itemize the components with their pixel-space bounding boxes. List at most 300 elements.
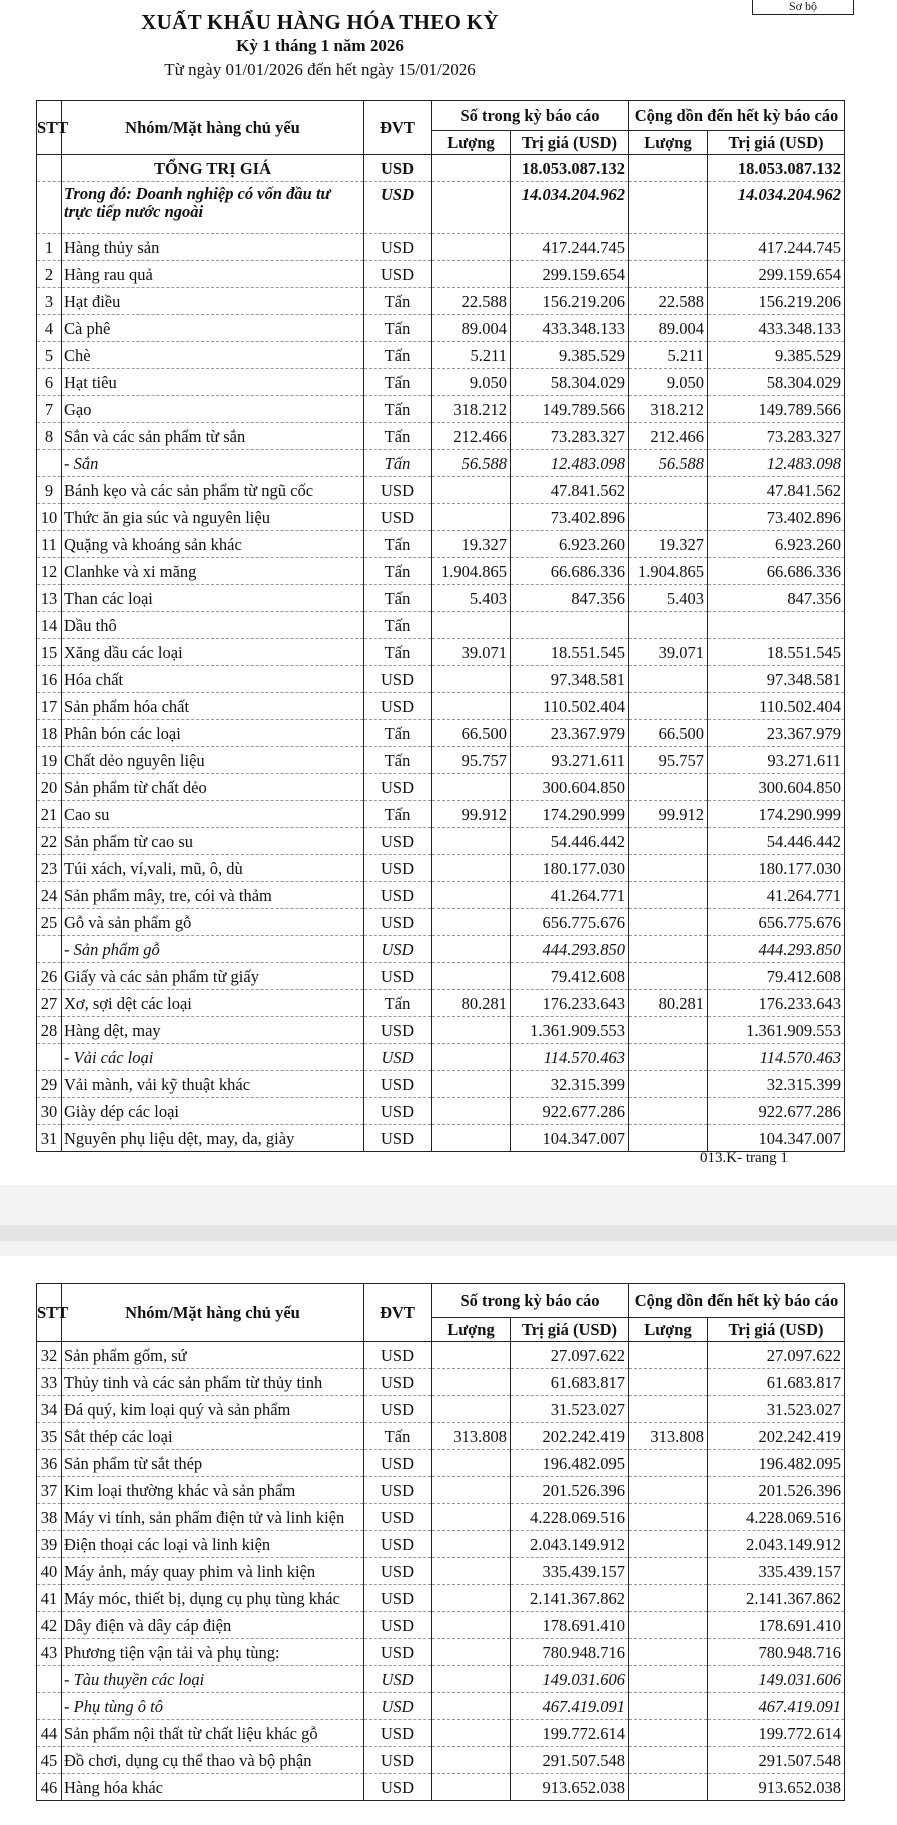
row-unit: USD	[364, 1342, 432, 1369]
row-quantity	[432, 1125, 511, 1152]
row-value-usd: 27.097.622	[511, 1342, 629, 1369]
row-cumulative-value-usd: 73.402.896	[708, 504, 845, 531]
row-item-name: Túi xách, ví,vali, mũ, ô, dù	[62, 855, 364, 882]
row-quantity	[432, 774, 511, 801]
table-row	[37, 693, 845, 720]
row-unit: USD	[364, 1774, 432, 1801]
row-unit: USD	[364, 1747, 432, 1774]
row-value-usd: 79.412.608	[511, 963, 629, 990]
row-value-usd: 23.367.979	[511, 720, 629, 747]
row-item-name: Sản phẩm hóa chất	[62, 693, 364, 720]
table-header	[37, 101, 845, 155]
table-body	[37, 1342, 845, 1801]
row-cumulative-quantity	[629, 504, 708, 531]
row-cumulative-value-usd: 2.141.367.862	[708, 1585, 845, 1612]
row-value-usd: 300.604.850	[511, 774, 629, 801]
row-item-name: Hàng rau quả	[62, 261, 364, 288]
table-row	[37, 315, 845, 342]
row-value-usd: 199.772.614	[511, 1720, 629, 1747]
row-value-usd: 73.402.896	[511, 504, 629, 531]
table-row	[37, 1098, 845, 1125]
row-cumulative-value-usd: 176.233.643	[708, 990, 845, 1017]
row-cumulative-value-usd: 14.034.204.962	[708, 182, 845, 234]
row-cumulative-value-usd: 656.775.676	[708, 909, 845, 936]
table-row	[37, 1558, 845, 1585]
row-value-usd: 18.053.087.132	[511, 155, 629, 182]
row-quantity	[432, 882, 511, 909]
row-value-usd: 12.483.098	[511, 450, 629, 477]
row-value-usd: 18.551.545	[511, 639, 629, 666]
row-cumulative-value-usd: 97.348.581	[708, 666, 845, 693]
row-item-name: Sản phẩm từ chất dẻo	[62, 774, 364, 801]
row-item-name: Hàng hóa khác	[62, 1774, 364, 1801]
row-quantity	[432, 1044, 511, 1071]
export-table-page-2	[36, 1283, 845, 1801]
row-stt: 32	[37, 1342, 62, 1369]
row-item-name: Hàng dệt, may	[62, 1017, 364, 1044]
row-unit: USD	[364, 1531, 432, 1558]
row-cumulative-value-usd: 61.683.817	[708, 1369, 845, 1396]
row-cumulative-value-usd: 1.361.909.553	[708, 1017, 845, 1044]
row-item-name: Phân bón các loại	[62, 720, 364, 747]
row-cumulative-quantity	[629, 1531, 708, 1558]
row-item-name: Máy vi tính, sản phẩm điện tử và linh kiện	[62, 1504, 364, 1531]
row-unit: USD	[364, 182, 432, 234]
row-stt: 37	[37, 1477, 62, 1504]
table-row	[37, 234, 845, 261]
row-cumulative-quantity	[629, 612, 708, 639]
row-stt	[37, 182, 62, 234]
row-item-name: - Tàu thuyền các loại	[62, 1666, 364, 1693]
report-date-range: Từ ngày 01/01/2026 đến hết ngày 15/01/2026	[164, 60, 476, 79]
row-cumulative-value-usd: 467.419.091	[708, 1693, 845, 1720]
row-cumulative-quantity: 9.050	[629, 369, 708, 396]
row-stt: 4	[37, 315, 62, 342]
row-stt: 3	[37, 288, 62, 315]
row-unit: Tấn	[364, 369, 432, 396]
row-cumulative-quantity	[629, 882, 708, 909]
row-quantity	[432, 855, 511, 882]
row-unit: USD	[364, 963, 432, 990]
header-cum-value: Trị giá (USD)	[708, 1318, 845, 1342]
row-quantity	[432, 1747, 511, 1774]
row-value-usd: 444.293.850	[511, 936, 629, 963]
row-value-usd: 847.356	[511, 585, 629, 612]
row-unit: Tấn	[364, 396, 432, 423]
row-item-name: TỔNG TRỊ GIÁ	[62, 155, 364, 182]
table-row	[37, 1666, 845, 1693]
row-unit: Tấn	[364, 585, 432, 612]
row-unit: Tấn	[364, 1423, 432, 1450]
row-cumulative-quantity	[629, 1125, 708, 1152]
preliminary-stamp: Sơ bộ	[752, 0, 854, 15]
row-stt: 11	[37, 531, 62, 558]
row-cumulative-quantity: 22.588	[629, 288, 708, 315]
row-quantity	[432, 1342, 511, 1369]
row-item-name: Trong đó: Doanh nghiệp có vốn đầu tư trực tiếp nước ngoài	[62, 182, 364, 234]
row-cumulative-quantity	[629, 1342, 708, 1369]
row-stt: 5	[37, 342, 62, 369]
row-quantity	[432, 155, 511, 182]
row-cumulative-value-usd: 58.304.029	[708, 369, 845, 396]
header-stt: STT	[37, 101, 62, 155]
row-value-usd: 73.283.327	[511, 423, 629, 450]
row-quantity	[432, 1396, 511, 1423]
table-body	[37, 155, 845, 1152]
row-cumulative-quantity	[629, 1612, 708, 1639]
row-item-name: Sản phẩm gốm, sứ	[62, 1342, 364, 1369]
header-cum-qty: Lượng	[629, 1318, 708, 1342]
row-cumulative-quantity	[629, 828, 708, 855]
row-unit: Tấn	[364, 531, 432, 558]
row-value-usd: 922.677.286	[511, 1098, 629, 1125]
row-unit: Tấn	[364, 315, 432, 342]
page-separator-band	[0, 1225, 897, 1241]
row-quantity: 1.904.865	[432, 558, 511, 585]
row-cumulative-quantity	[629, 1504, 708, 1531]
row-stt: 44	[37, 1720, 62, 1747]
table-row	[37, 504, 845, 531]
row-cumulative-quantity: 318.212	[629, 396, 708, 423]
table-row	[37, 1369, 845, 1396]
row-cumulative-quantity	[629, 182, 708, 234]
row-cumulative-value-usd: 444.293.850	[708, 936, 845, 963]
table-row	[37, 558, 845, 585]
table-row	[37, 882, 845, 909]
table-row	[37, 747, 845, 774]
row-cumulative-quantity	[629, 1477, 708, 1504]
row-quantity	[432, 1693, 511, 1720]
row-item-name: Thủy tinh và các sản phẩm từ thủy tinh	[62, 1369, 364, 1396]
row-quantity: 19.327	[432, 531, 511, 558]
row-stt	[37, 450, 62, 477]
row-cumulative-quantity	[629, 693, 708, 720]
row-quantity	[432, 1017, 511, 1044]
row-quantity: 95.757	[432, 747, 511, 774]
row-item-name: - Sản phẩm gỗ	[62, 936, 364, 963]
row-stt	[37, 1693, 62, 1720]
row-quantity	[432, 234, 511, 261]
row-stt: 25	[37, 909, 62, 936]
row-cumulative-quantity	[629, 261, 708, 288]
table-row	[37, 477, 845, 504]
row-value-usd	[511, 612, 629, 639]
row-cumulative-quantity: 99.912	[629, 801, 708, 828]
row-unit: USD	[364, 1098, 432, 1125]
row-item-name: Sản phẩm nội thất từ chất liệu khác gỗ	[62, 1720, 364, 1747]
row-cumulative-value-usd: 66.686.336	[708, 558, 845, 585]
row-quantity	[432, 1585, 511, 1612]
row-value-usd: 1.361.909.553	[511, 1017, 629, 1044]
table-row	[37, 369, 845, 396]
table-row	[37, 182, 845, 234]
row-item-name: Điện thoại các loại và linh kiện	[62, 1531, 364, 1558]
row-item-name: Dây điện và dây cáp điện	[62, 1612, 364, 1639]
row-item-name: Gạo	[62, 396, 364, 423]
row-quantity: 9.050	[432, 369, 511, 396]
table-row	[37, 1504, 845, 1531]
row-value-usd: 176.233.643	[511, 990, 629, 1017]
table-row	[37, 1071, 845, 1098]
row-quantity	[432, 828, 511, 855]
row-unit: Tấn	[364, 639, 432, 666]
row-cumulative-value-usd: 114.570.463	[708, 1044, 845, 1071]
row-quantity	[432, 1774, 511, 1801]
row-value-usd: 93.271.611	[511, 747, 629, 774]
row-cumulative-quantity	[629, 963, 708, 990]
row-quantity	[432, 182, 511, 234]
row-cumulative-quantity	[629, 936, 708, 963]
row-item-name: Sản phẩm từ sắt thép	[62, 1450, 364, 1477]
row-cumulative-value-usd: 18.551.545	[708, 639, 845, 666]
row-cumulative-quantity	[629, 234, 708, 261]
row-quantity: 99.912	[432, 801, 511, 828]
row-cumulative-value-usd: 174.290.999	[708, 801, 845, 828]
row-cumulative-value-usd: 299.159.654	[708, 261, 845, 288]
row-cumulative-value-usd: 201.526.396	[708, 1477, 845, 1504]
row-quantity: 318.212	[432, 396, 511, 423]
row-cumulative-value-usd: 54.446.442	[708, 828, 845, 855]
row-quantity	[432, 1369, 511, 1396]
row-value-usd: 2.141.367.862	[511, 1585, 629, 1612]
row-cumulative-quantity	[629, 1396, 708, 1423]
row-cumulative-quantity	[629, 1693, 708, 1720]
row-unit: USD	[364, 1693, 432, 1720]
row-stt: 20	[37, 774, 62, 801]
header-period: Số trong kỳ báo cáo	[432, 1284, 629, 1318]
row-value-usd: 291.507.548	[511, 1747, 629, 1774]
row-unit: USD	[364, 1585, 432, 1612]
row-stt: 21	[37, 801, 62, 828]
row-value-usd: 2.043.149.912	[511, 1531, 629, 1558]
row-cumulative-quantity: 80.281	[629, 990, 708, 1017]
table-row	[37, 1017, 845, 1044]
row-stt: 16	[37, 666, 62, 693]
row-unit: USD	[364, 155, 432, 182]
table-row	[37, 1450, 845, 1477]
row-cumulative-value-usd: 23.367.979	[708, 720, 845, 747]
row-stt	[37, 1044, 62, 1071]
row-unit: USD	[364, 1666, 432, 1693]
row-value-usd: 201.526.396	[511, 1477, 629, 1504]
row-value-usd: 299.159.654	[511, 261, 629, 288]
row-stt: 43	[37, 1639, 62, 1666]
row-quantity	[432, 1531, 511, 1558]
row-item-name: Sắn và các sản phẩm từ sắn	[62, 423, 364, 450]
table-row	[37, 450, 845, 477]
row-quantity: 66.500	[432, 720, 511, 747]
row-stt: 19	[37, 747, 62, 774]
row-value-usd: 780.948.716	[511, 1639, 629, 1666]
row-cumulative-value-usd: 93.271.611	[708, 747, 845, 774]
row-item-name: Phương tiện vận tải và phụ tùng:	[62, 1639, 364, 1666]
row-stt: 29	[37, 1071, 62, 1098]
row-cumulative-quantity	[629, 1098, 708, 1125]
row-unit: Tấn	[364, 342, 432, 369]
table-row	[37, 936, 845, 963]
row-stt: 26	[37, 963, 62, 990]
row-unit: USD	[364, 1125, 432, 1152]
row-quantity: 89.004	[432, 315, 511, 342]
page-separator	[0, 1185, 897, 1256]
table-row	[37, 774, 845, 801]
row-cumulative-value-usd: 156.219.206	[708, 288, 845, 315]
row-unit: Tấn	[364, 558, 432, 585]
table-row	[37, 342, 845, 369]
header-cum-value: Trị giá (USD)	[708, 131, 845, 155]
row-cumulative-quantity	[629, 1071, 708, 1098]
row-unit: Tấn	[364, 801, 432, 828]
table-row	[37, 639, 845, 666]
row-value-usd: 9.385.529	[511, 342, 629, 369]
row-stt: 22	[37, 828, 62, 855]
row-item-name: Hạt điều	[62, 288, 364, 315]
row-value-usd: 14.034.204.962	[511, 182, 629, 234]
row-unit: Tấn	[364, 990, 432, 1017]
table-row	[37, 261, 845, 288]
row-value-usd: 61.683.817	[511, 1369, 629, 1396]
row-cumulative-quantity: 313.808	[629, 1423, 708, 1450]
row-quantity	[432, 1612, 511, 1639]
row-stt: 12	[37, 558, 62, 585]
row-cumulative-value-usd: 847.356	[708, 585, 845, 612]
row-cumulative-quantity	[629, 1747, 708, 1774]
row-stt: 27	[37, 990, 62, 1017]
row-quantity	[432, 963, 511, 990]
row-stt: 2	[37, 261, 62, 288]
row-cumulative-value-usd: 79.412.608	[708, 963, 845, 990]
row-cumulative-quantity: 39.071	[629, 639, 708, 666]
row-quantity	[432, 1071, 511, 1098]
row-cumulative-quantity	[629, 1639, 708, 1666]
row-item-name: Cao su	[62, 801, 364, 828]
row-value-usd: 656.775.676	[511, 909, 629, 936]
row-cumulative-value-usd: 110.502.404	[708, 693, 845, 720]
table-row	[37, 1396, 845, 1423]
row-cumulative-value-usd: 291.507.548	[708, 1747, 845, 1774]
row-cumulative-value-usd: 47.841.562	[708, 477, 845, 504]
row-cumulative-value-usd: 180.177.030	[708, 855, 845, 882]
row-item-name: Giày dép các loại	[62, 1098, 364, 1125]
row-item-name: Than các loại	[62, 585, 364, 612]
row-item-name: Hóa chất	[62, 666, 364, 693]
row-unit: USD	[364, 1558, 432, 1585]
table-row	[37, 963, 845, 990]
row-value-usd: 174.290.999	[511, 801, 629, 828]
row-cumulative-quantity: 95.757	[629, 747, 708, 774]
row-stt	[37, 936, 62, 963]
row-unit: USD	[364, 693, 432, 720]
row-cumulative-value-usd: 149.789.566	[708, 396, 845, 423]
row-stt: 24	[37, 882, 62, 909]
table-row	[37, 666, 845, 693]
row-cumulative-quantity	[629, 477, 708, 504]
row-cumulative-quantity	[629, 1585, 708, 1612]
table-row	[37, 1720, 845, 1747]
row-value-usd: 54.446.442	[511, 828, 629, 855]
row-unit: Tấn	[364, 612, 432, 639]
row-cumulative-quantity: 212.466	[629, 423, 708, 450]
row-item-name: Hàng thủy sản	[62, 234, 364, 261]
row-quantity: 313.808	[432, 1423, 511, 1450]
row-cumulative-value-usd: 18.053.087.132	[708, 155, 845, 182]
row-quantity	[432, 1450, 511, 1477]
row-stt: 15	[37, 639, 62, 666]
table-row	[37, 801, 845, 828]
row-cumulative-value-usd: 196.482.095	[708, 1450, 845, 1477]
row-stt: 34	[37, 1396, 62, 1423]
row-unit: USD	[364, 1450, 432, 1477]
header-period: Số trong kỳ báo cáo	[432, 101, 629, 131]
header-stt: STT	[37, 1284, 62, 1342]
row-unit: Tấn	[364, 747, 432, 774]
header-group: Nhóm/Mặt hàng chủ yếu	[62, 101, 364, 155]
row-value-usd: 149.031.606	[511, 1666, 629, 1693]
row-unit: USD	[364, 1639, 432, 1666]
row-unit: USD	[364, 882, 432, 909]
header-cum-qty: Lượng	[629, 131, 708, 155]
row-item-name: Quặng và khoáng sản khác	[62, 531, 364, 558]
row-stt	[37, 155, 62, 182]
report-period: Kỳ 1 tháng 1 năm 2026	[236, 36, 404, 55]
row-stt: 40	[37, 1558, 62, 1585]
row-cumulative-quantity	[629, 855, 708, 882]
row-quantity	[432, 936, 511, 963]
row-cumulative-quantity	[629, 1774, 708, 1801]
row-quantity	[432, 1666, 511, 1693]
row-stt: 35	[37, 1423, 62, 1450]
row-stt: 8	[37, 423, 62, 450]
table-header	[37, 1284, 845, 1342]
row-cumulative-quantity	[629, 1720, 708, 1747]
row-item-name: Vải mành, vải kỹ thuật khác	[62, 1071, 364, 1098]
row-quantity	[432, 612, 511, 639]
row-value-usd: 66.686.336	[511, 558, 629, 585]
table-row	[37, 1747, 845, 1774]
row-value-usd: 156.219.206	[511, 288, 629, 315]
row-item-name: Nguyên phụ liệu dệt, may, da, giày	[62, 1125, 364, 1152]
report-page-2	[0, 1256, 897, 1825]
row-cumulative-value-usd: 300.604.850	[708, 774, 845, 801]
row-value-usd: 4.228.069.516	[511, 1504, 629, 1531]
row-quantity: 5.403	[432, 585, 511, 612]
row-unit: USD	[364, 1612, 432, 1639]
row-stt: 36	[37, 1450, 62, 1477]
table-row	[37, 155, 845, 182]
row-quantity: 5.211	[432, 342, 511, 369]
table-row	[37, 612, 845, 639]
row-item-name: - Vải các loại	[62, 1044, 364, 1071]
row-stt: 10	[37, 504, 62, 531]
header-value: Trị giá (USD)	[511, 1318, 629, 1342]
row-unit: Tấn	[364, 450, 432, 477]
table-row	[37, 1531, 845, 1558]
table-row	[37, 1612, 845, 1639]
row-cumulative-value-usd: 31.523.027	[708, 1396, 845, 1423]
row-stt: 33	[37, 1369, 62, 1396]
table-row	[37, 585, 845, 612]
row-cumulative-value-usd: 4.228.069.516	[708, 1504, 845, 1531]
row-quantity	[432, 1504, 511, 1531]
table-row	[37, 1585, 845, 1612]
row-unit: USD	[364, 1396, 432, 1423]
row-item-name: Xơ, sợi dệt các loại	[62, 990, 364, 1017]
table-row	[37, 423, 845, 450]
row-cumulative-quantity	[629, 155, 708, 182]
row-value-usd: 110.502.404	[511, 693, 629, 720]
table-row	[37, 1693, 845, 1720]
row-value-usd: 104.347.007	[511, 1125, 629, 1152]
